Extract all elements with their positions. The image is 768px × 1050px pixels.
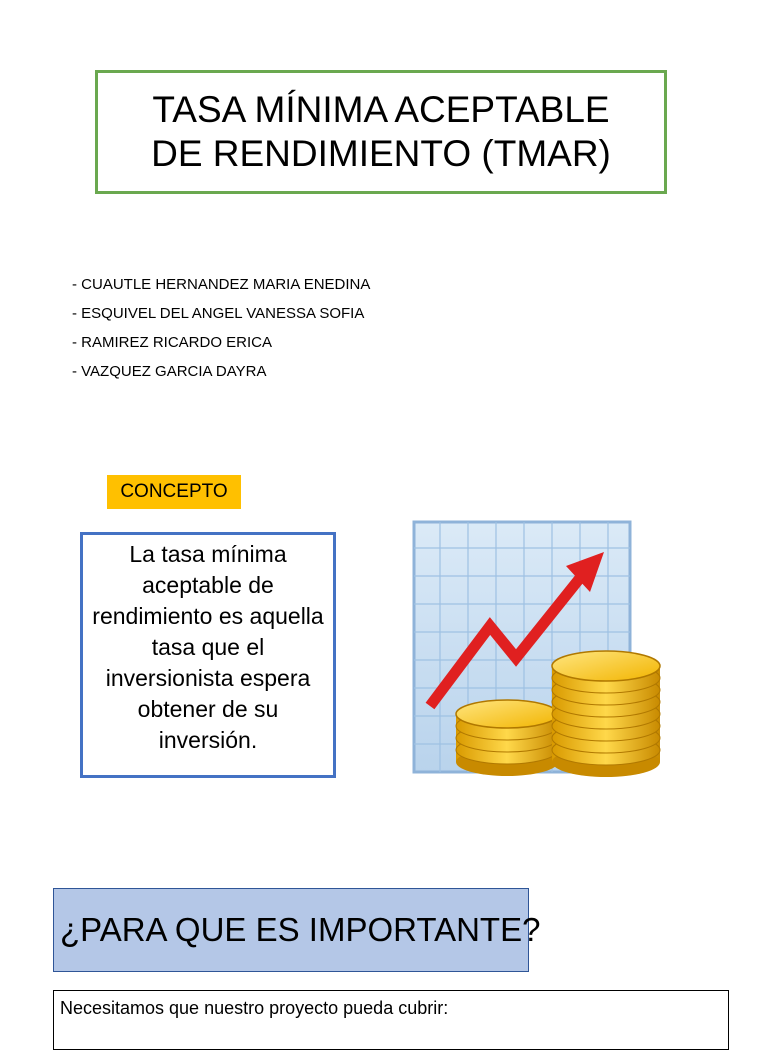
author-list <box>72 270 370 386</box>
title-box <box>95 70 667 194</box>
importance-heading-box <box>53 888 541 972</box>
importance-heading: ¿PARA QUE ES IMPORTANTE? <box>60 911 541 948</box>
concept-definition-box <box>80 532 336 778</box>
title-line-1: TASA MÍNIMA ACEPTABLE <box>152 89 610 130</box>
author-item: - ESQUIVEL DEL ANGEL VANESSA SOFIA <box>72 305 365 322</box>
concept-label: CONCEPTO <box>107 475 241 509</box>
growth-chart-with-coins-icon <box>408 518 666 780</box>
title-line-2: DE RENDIMIENTO (TMAR) <box>151 133 611 174</box>
coin-stack-small <box>456 700 558 776</box>
author-item: - VAZQUEZ GARCIA DAYRA <box>72 363 267 380</box>
concept-definition-text: La tasa mínima aceptable de rendimiento es aquella tasa que el inversionista espera obtener de su inversión. <box>92 541 324 753</box>
author-item: - RAMIREZ RICARDO ERICA <box>72 334 273 351</box>
importance-content-box <box>53 990 729 1050</box>
importance-intro-text: Necesitamos que nuestro proyecto pueda cubrir: <box>60 998 449 1018</box>
coin-stack-large <box>552 651 660 777</box>
author-item: - CUAUTLE HERNANDEZ MARIA ENEDINA <box>72 276 371 293</box>
